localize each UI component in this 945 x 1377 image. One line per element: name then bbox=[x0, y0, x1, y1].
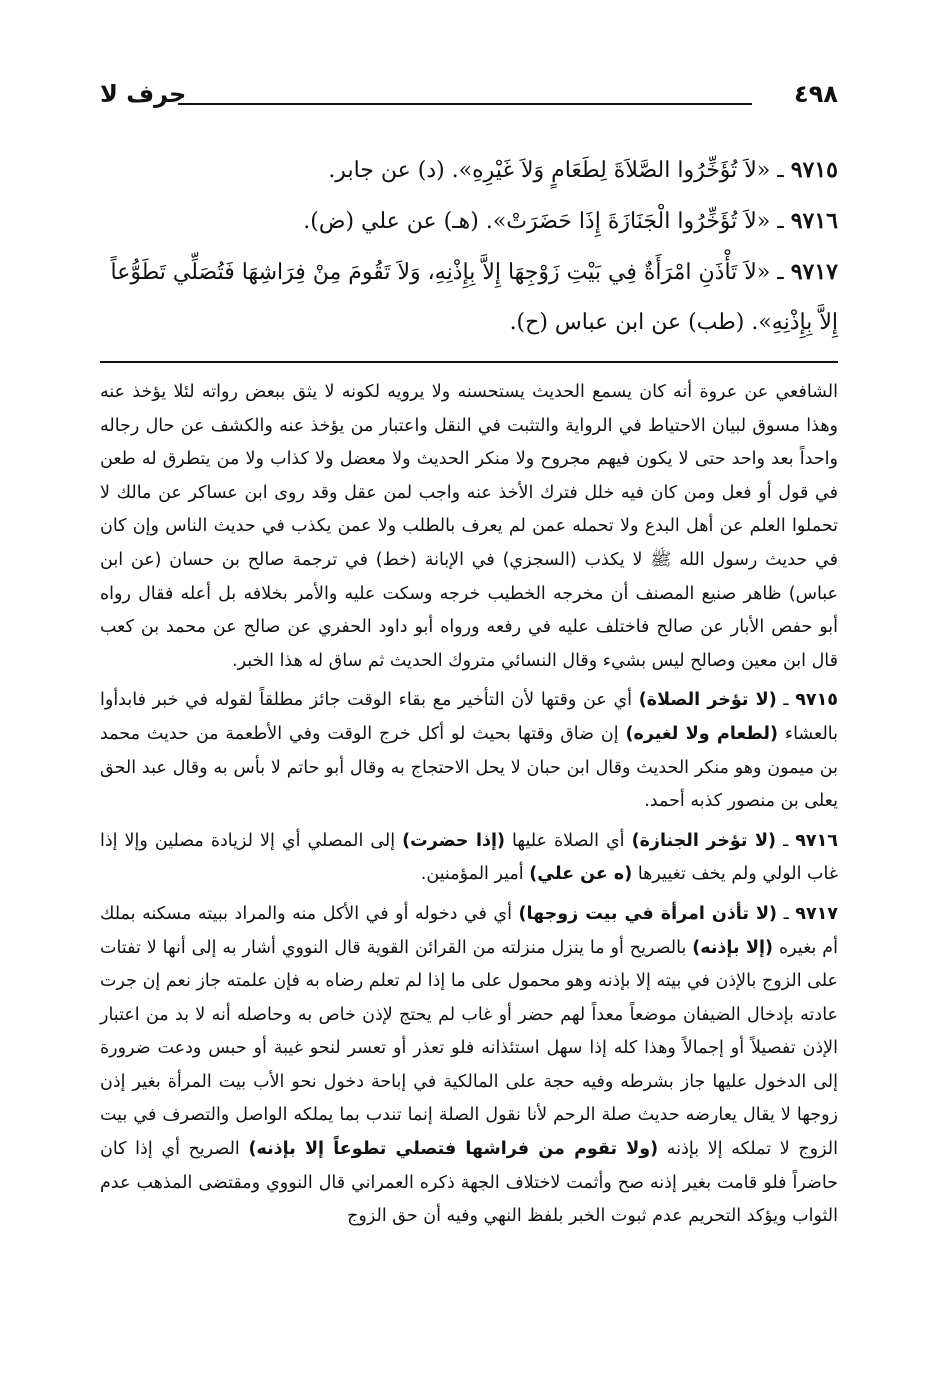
quoted-phrase: (لطعام ولا لغيره) bbox=[625, 723, 778, 744]
commentary-text: الصريح أي إذا كان حاضراً فلو قامت بغير إذنه صح وأثمت لاختلاف الجهة ذكره العمراني قال النووي ومقتضى المذهب عدم الثواب ويؤكد التحريم عدم ثبوت الخبر بلفظ النهي وفيه أن حق الزوج bbox=[100, 1139, 838, 1227]
running-title: حرف لا bbox=[100, 80, 187, 108]
commentary-dash: ـ bbox=[776, 830, 796, 851]
page-number: ٤٩٨ bbox=[794, 80, 838, 108]
commentary-section bbox=[100, 376, 838, 1240]
quoted-phrase: (إلا بإذنه) bbox=[692, 937, 774, 958]
hadith-number: ٩٧١٥ bbox=[790, 157, 838, 183]
commentary-text: أي عن وقتها لأن التأخير مع بقاء الوقت جائز مطلقاً لقوله في خبر فابدأوا بالعشاء bbox=[100, 690, 838, 744]
commentary-paragraph bbox=[100, 898, 838, 1234]
header-rule bbox=[178, 103, 752, 105]
quoted-phrase: (لا تؤخر الصلاة) bbox=[638, 690, 777, 711]
quoted-phrase: (لا تؤخر الجنازة) bbox=[631, 830, 777, 851]
commentary-number: ٩٧١٦ bbox=[795, 830, 838, 851]
commentary-text: إلى المصلي أي إلا لزيادة مصلين وإلا إذا غاب الولي ولم يخف تغييرها bbox=[100, 830, 838, 885]
hadith-text: ـ «لاَ تُؤَخِّرُوا الصَّلاَةَ لِطَعَامٍ وَلاَ غَيْرِهِ». (د) عن جابر. bbox=[328, 158, 791, 183]
commentary-text: أي في دخوله أو في الأكل منه والمراد ببيته مسكنه بملك أم بغيره bbox=[100, 903, 839, 958]
quoted-phrase: (إذا حضرت) bbox=[402, 830, 506, 851]
commentary-paragraph bbox=[100, 684, 838, 818]
hadith-number: ٩٧١٧ bbox=[790, 259, 838, 285]
commentary-text: إن ضاق وقتها بحيث لو أكل خرج الوقت وفي الأطعمة من حديث محمد بن ميمون وهو منكر الحديث وقال ابن حبان لا يحل الاحتجاج به وقال أبو حاتم لا بأس به وقال عبد الحق يعلى بن منصور كذبه أحمد. bbox=[100, 723, 838, 812]
hadith-list bbox=[100, 145, 838, 348]
commentary-text: أمير المؤمنين. bbox=[420, 864, 530, 885]
commentary-number: ٩٧١٧ bbox=[795, 903, 838, 924]
hadith-text: ـ «لاَ تُؤَخِّرُوا الْجَنَازَةَ إِذَا حَضَرَتْ». (هـ) عن علي (ض). bbox=[303, 209, 791, 234]
commentary-text: بالصريح أو ما ينزل منزلته من القرائن القوية قال النووي أشار به إلى أنها لا تفتات على الزوج بالإذن في بيته إلا بإذنه وهو محمول على ما إذا لم تعلم رضاه به فإن علمته جاز نعم إن جرت عادته بإدخال الضيفان موضعاً معداً لهم حضر أو غاب لم يحتج لإذن خاص به وحاصله أنه لا بد من اعتبار الإذن تفصيلاً أو إجمالاً وهذا كله إذا سهل استئذانه فلو تعذر أو تعسر لنحو غيبة أو حبس ودعت ضرورة إلى الدخول عليها جاز بشرطه وفيه حجة على المالكية في إباحة دخول نحو الأب بيت المرأة بغير إذن زوجها لا يقال يعارضه حديث صلة الرحم لأنا نقول الصلة إنما تندب بما يملكه الواصل والتصرف في بيت الزوج لا تملكه إلا بإذنه bbox=[100, 937, 838, 1160]
commentary-dash: ـ bbox=[776, 690, 796, 711]
hadith-entry bbox=[100, 145, 838, 196]
hadith-entry bbox=[100, 196, 838, 247]
footnote-divider bbox=[100, 361, 838, 363]
quoted-phrase: (لا تأذن امرأة في بيت زوجها) bbox=[518, 903, 778, 924]
commentary-text: أي الصلاة عليها bbox=[505, 830, 632, 851]
commentary-number: ٩٧١٥ bbox=[795, 690, 838, 711]
hadith-text: ـ «لاَ تَأْذَنِ امْرَأَةٌ فِي بَيْتِ زَوْجِهَا إِلاَّ بِإِذْنِهِ، وَلاَ تَقُومَ مِنْ فِرَاشِهَا فَتُصَلِّي تَطَوُّعاً إِلاَّ بِإِذْنِهِ». (طب) عن ابن عباس (ح). bbox=[110, 260, 838, 335]
commentary-intro: الشافعي عن عروة أنه كان يسمع الحديث يستحسنه ولا يرويه لكونه لا يثق ببعض رواته لئلا يؤخذ عنه وهذا مسوق لبيان الاحتياط في الرواية والتثبت في النقل واعتبار من يؤخذ عنه والكشف عن حال رجاله واحداً بعد واحد حتى لا يكون فيهم مجروح ولا منكر الحديث ولا معضل ولا كذاب ولا من يتطرق له طعن في قول أو فعل ومن كان فيه خلل فترك الأخذ عنه واجب لمن عقل وقد روى ابن عساكر عن مالك لا تحملوا العلم عن أهل البدع ولا تحمله عمن لم يعرف بالطلب ولا عمن يكذب في حديث الناس وإن كان في حديث رسول الله ﷺ لا يكذب (السجزي) في الإبانة (خط) في ترجمة صالح بن حسان (عن ابن عباس) ظاهر صنيع المصنف أن مخرجه الخطيب خرجه وسكت عليه والأمر بخلافه بل أعله فقال رواه أبو حفص الأبار عن صالح فاختلف عليه في رفعه ورواه أبو داود الحفري عن صالح عن محمد بن كعب قال ابن معين وصالح ليس بشيء وقال النسائي متروك الحديث ثم ساق له هذا الخبر. bbox=[100, 382, 838, 671]
quoted-phrase: (ولا تقوم من فراشها فتصلي تطوعاً إلا بإذنه) bbox=[248, 1139, 659, 1160]
hadith-number: ٩٧١٦ bbox=[790, 208, 838, 234]
hadith-entry bbox=[100, 247, 838, 348]
commentary-dash: ـ bbox=[777, 903, 796, 924]
source-reference: (ه عن علي) bbox=[529, 864, 633, 885]
commentary-paragraph bbox=[100, 825, 838, 892]
page-header bbox=[100, 78, 838, 118]
